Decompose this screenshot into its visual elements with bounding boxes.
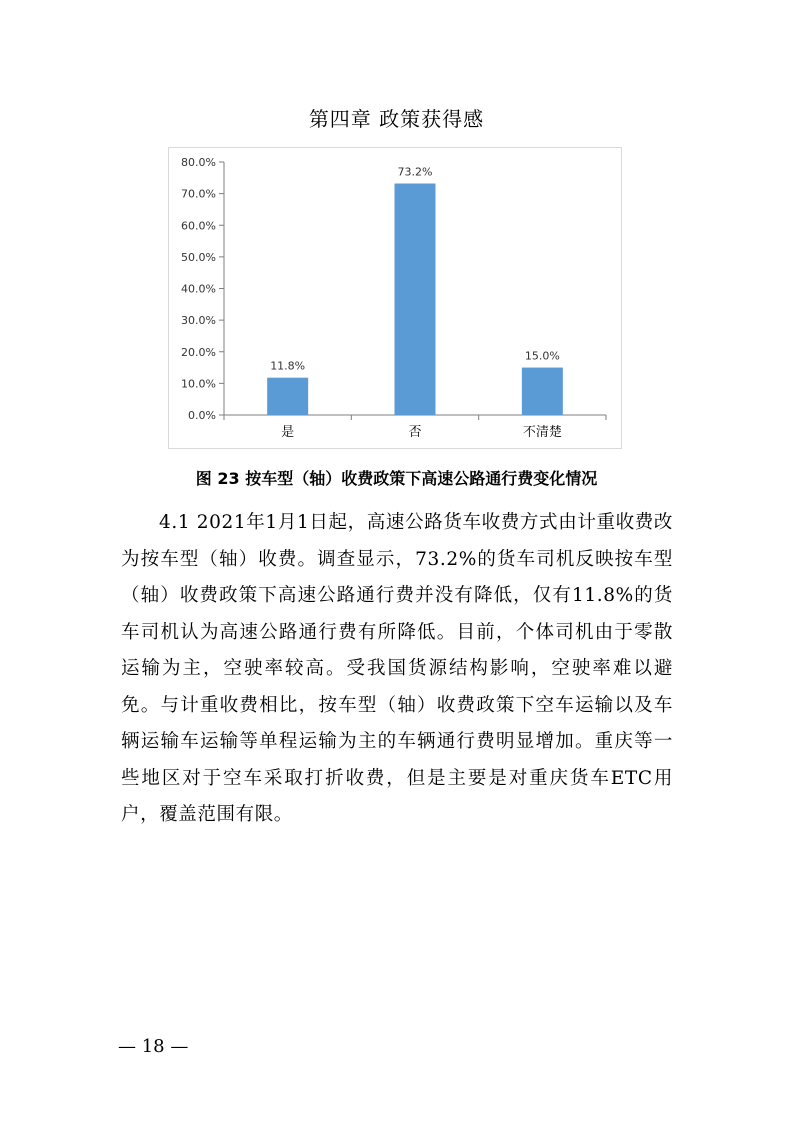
y-tick-label: 0.0% <box>188 409 216 422</box>
page-number: — 18 — <box>118 1036 189 1057</box>
data-label: 15.0% <box>524 349 560 363</box>
y-tick-label: 40.0% <box>181 282 216 296</box>
bar <box>395 184 436 415</box>
chapter-title: 第四章 政策获得感 <box>308 107 485 131</box>
x-category-label: 否 <box>408 425 422 440</box>
figure-caption: 图 23 按车型（轴）收费政策下高速公路通行费变化情况 <box>195 469 598 488</box>
x-category-label: 不清楚 <box>522 425 562 440</box>
bar <box>267 378 308 415</box>
y-tick-label: 30.0% <box>181 314 216 328</box>
data-label: 11.8% <box>270 359 306 373</box>
y-tick-label: 50.0% <box>181 250 216 264</box>
chart-svg <box>169 148 623 450</box>
data-label: 73.2% <box>397 165 433 179</box>
bar <box>522 368 563 415</box>
x-category-label: 是 <box>281 425 295 440</box>
bar-chart <box>168 147 622 449</box>
body-paragraph: 4.1 2021年1月1日起，高速公路货车收费方式由计重收费改为按车型（轴）收费。调查显示，73.2%的货车司机反映按车型（轴）收费政策下高速公路通行费并没有降低，仅有11.8%的货车司机认为高速公路通行费有所降低。目前，个体司机由于零散运输为主，空驶率较高。受我国货源结构影响，空驶率难以避免。与计重收费相比，按车型（轴）收费政策下空车运输以及车辆运输车运输等单程运输为主的车辆通行费明显增加。重庆等一些地区对于空车采取打折收费，但是主要是对重庆货车ETC用户，覆盖范围有限。 <box>121 512 673 825</box>
y-tick-label: 60.0% <box>181 219 216 233</box>
y-tick-label: 10.0% <box>181 377 216 391</box>
y-tick-label: 70.0% <box>181 187 216 201</box>
y-tick-label: 80.0% <box>181 156 216 169</box>
y-tick-label: 20.0% <box>181 345 216 359</box>
